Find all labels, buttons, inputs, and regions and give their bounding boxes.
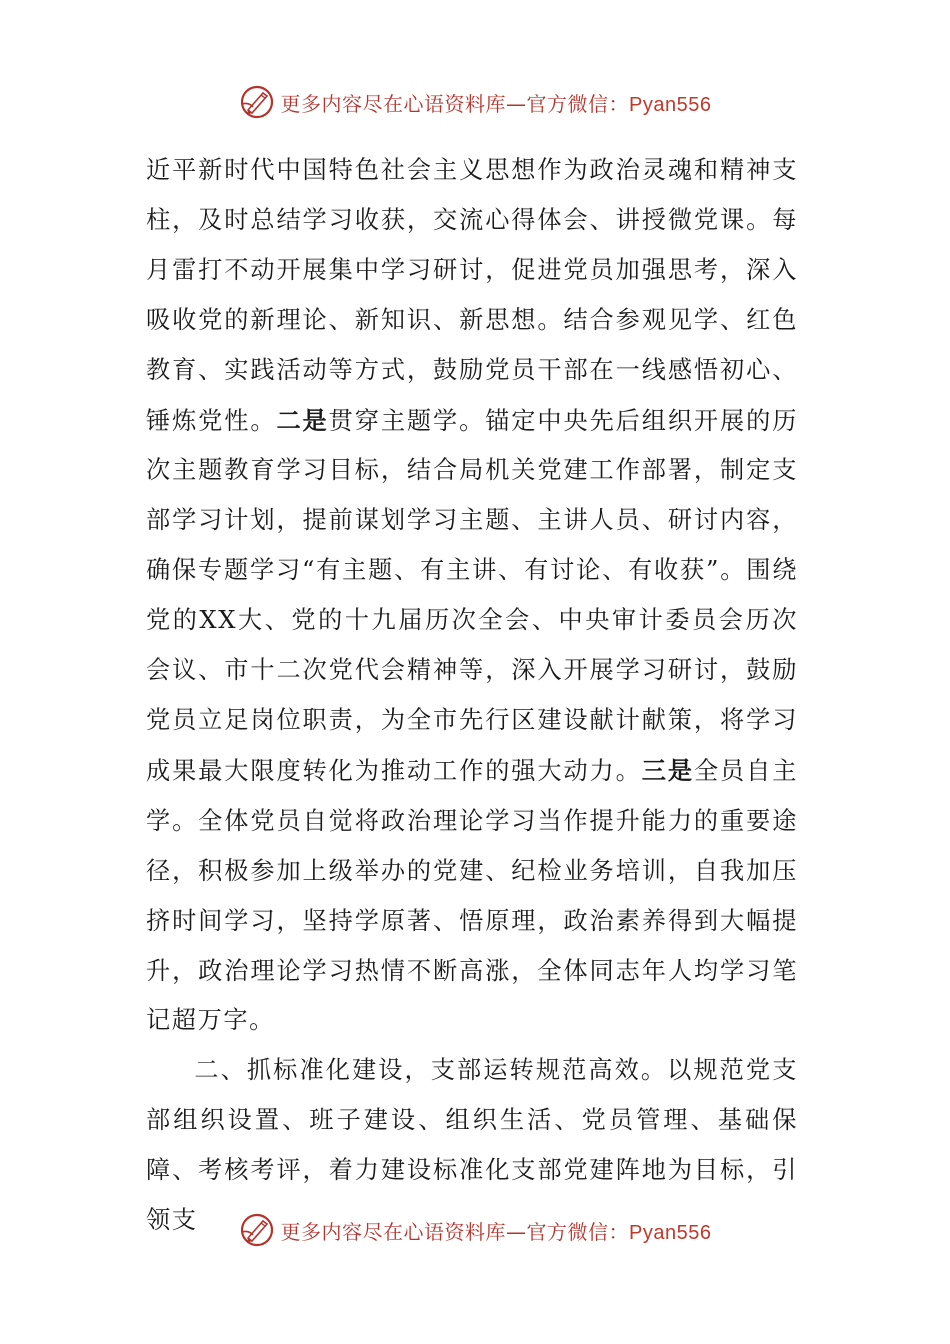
paragraph-1 [146,146,798,1046]
banner-wechat-label: 官方微信： [526,1219,630,1244]
banner-wechat-label: 官方微信： [526,91,630,116]
banner-separator: — [506,91,527,116]
banner-wechat-id: Pyan556 [629,93,712,116]
pen-logo-icon [239,84,275,120]
banner-main-text: 更多内容尽在心语资料库 [280,91,507,116]
banner-separator: — [506,1219,527,1244]
paragraph-1-text-1: 近平新时代中国特色社会主义思想作为政治灵魂和精神支柱，及时总结学习收获，交流心得体会、讲授微党课。每月雷打不动开展集中学习研讨，促进党员加强思考，深入吸收党的新理论、新知识、新思想。结合参观见学、红色教育、实践活动等方式，鼓励党员干部在一线感悟初心、锤炼党性。 [146,156,798,435]
paragraph-1-text-3: 全员自主学。全体党员自觉将政治理论学习当作提升能力的重要途径，积极参加上级举办的党建、纪检业务培训，自我加压挤时间学习，坚持学原著、悟原理，政治素养得到大幅提升，政治理论学习热情不断高涨，全体同志年人均学习笔记超万字。 [146,756,798,1035]
banner-wechat-id: Pyan556 [629,1221,712,1244]
banner-main-text: 更多内容尽在心语资料库 [280,1219,507,1244]
document-body [146,146,798,1246]
banner-text [281,88,712,117]
footer-banner [0,1210,950,1250]
header-banner [0,82,950,122]
banner-text [281,1216,712,1245]
paragraph-1-bold-3: 三是 [641,755,694,785]
paragraph-2: 二、抓标准化建设，支部运转规范高效。以规范党支部组织设置、班子建设、组织生活、党员管理、基础保障、考核考评，着力建设标准化支部党建阵地为目标，引领支 [146,1056,798,1235]
paragraph-1-bold-2: 二是 [276,405,329,435]
paragraph-1-text-2: 贯穿主题学。锚定中央先后组织开展的历次主题教育学习目标，结合局机关党建工作部署，制定支部学习计划，提前谋划学习主题、主讲人员、研讨内容，确保专题学习“有主题、有主讲、有讨论、有收获”。围绕党的XX大、党的十九届历次全会、中央审计委员会历次会议、市十二次党代会精神等，深入开展学习研讨，鼓励党员立足岗位职责，为全市先行区建设献计献策，将学习成果最大限度转化为推动工作的强大动力。 [146,406,798,785]
pen-logo-icon [239,1212,275,1248]
